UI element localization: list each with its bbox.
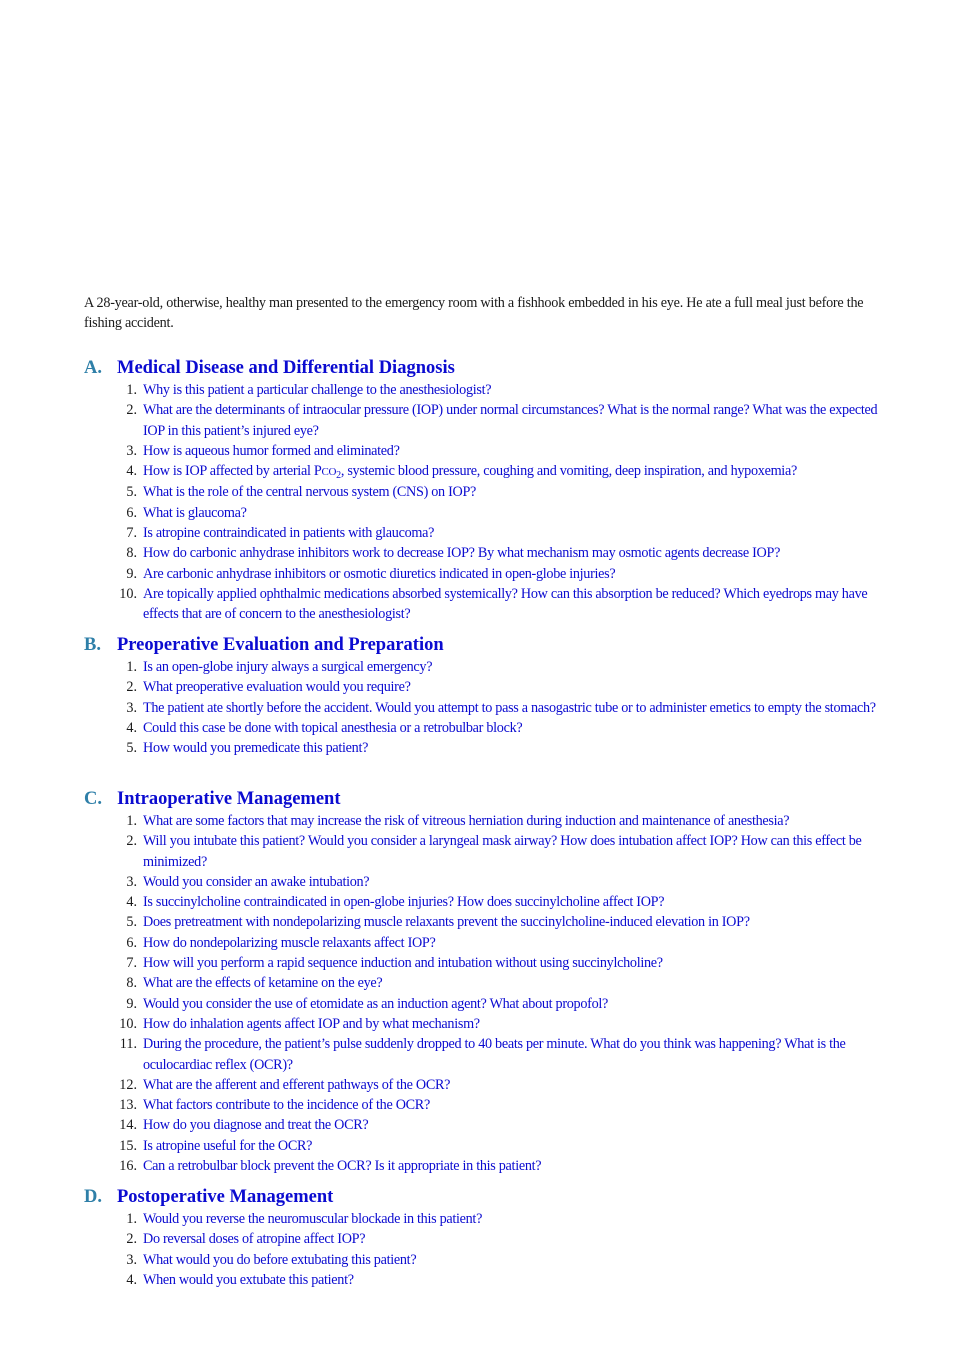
question-text: Will you intubate this patient? Would you consider a laryngeal mask airway? How does intubation affect IOP? How can this effect be minimized?: [143, 833, 862, 870]
question-text: How will you perform a rapid sequence induction and intubation without using succinylcholine?: [143, 955, 663, 972]
question-text: Would you consider an awake intubation?: [143, 873, 370, 890]
section-title: Medical Disease and Differential Diagnosis: [117, 358, 455, 378]
question-number: 2.: [126, 402, 137, 419]
question-item: [84, 543, 898, 563]
question-item: [84, 912, 898, 932]
question-number: 4.: [126, 1271, 137, 1288]
question-text: What factors contribute to the incidence of the OCR?: [143, 1097, 430, 1114]
question-item: [84, 400, 898, 441]
question-list: [84, 1209, 914, 1290]
question-number: 4.: [126, 894, 137, 911]
question-number: 8.: [126, 975, 137, 992]
question-item: [84, 1115, 898, 1135]
question-item: [84, 1270, 898, 1290]
question-number: 3.: [126, 442, 137, 459]
question-item: [84, 482, 898, 502]
question-text: What are some factors that may increase the risk of vitreous herniation during induction and maintenance of anesthesia?: [143, 813, 790, 829]
question-number: 9.: [126, 995, 137, 1012]
section-letter: C.: [84, 789, 102, 809]
question-number: 4.: [126, 463, 137, 480]
question-number: 1.: [126, 382, 137, 398]
question-list: [84, 657, 914, 758]
section-letter: B.: [84, 635, 101, 655]
question-number: 1.: [126, 1211, 137, 1227]
question-item: [84, 933, 898, 953]
question-item: [84, 1075, 898, 1095]
question-text: Could this case be done with topical anesthesia or a retrobulbar block?: [143, 719, 523, 736]
question-text: Why is this patient a particular challenge to the anesthesiologist?: [143, 382, 492, 398]
question-item: [84, 461, 898, 482]
question-number: 6.: [126, 504, 137, 521]
question-text: What is glaucoma?: [143, 504, 247, 521]
question-item: [84, 657, 898, 677]
question-item: [84, 677, 898, 697]
question-item: [84, 872, 898, 892]
question-text: How do nondepolarizing muscle relaxants affect IOP?: [143, 934, 436, 951]
question-text: How is aqueous humor formed and eliminated?: [143, 442, 400, 459]
question-text: Are topically applied ophthalmic medications absorbed systemically? How can this absorption be reduced? Which eyedrops may have effects that are of concern to the anesthesiologist?: [143, 585, 868, 623]
question-number: 4.: [126, 719, 137, 736]
question-text: Does pretreatment with nondepolarizing muscle relaxants prevent the succinylcholine-induced elevation in IOP?: [143, 914, 750, 931]
section-title: Intraoperative Management: [117, 789, 341, 809]
question-number: 10.: [119, 585, 137, 602]
question-text: Would you reverse the neuromuscular blockade in this patient?: [143, 1211, 483, 1227]
question-item: [84, 441, 898, 461]
question-item: [84, 718, 898, 738]
question-number: 5.: [126, 740, 137, 757]
question-number: 10.: [119, 1015, 137, 1032]
question-item: [84, 892, 898, 912]
question-text-part: , systemic blood pressure, coughing and vomiting, deep inspiration, and hypoxemia?: [340, 463, 797, 480]
question-text: Is atropine useful for the OCR?: [143, 1137, 313, 1154]
question-text: During the procedure, the patient’s pulse suddenly dropped to 40 beats per minute. What do you think was happening? What is the oculocardiac reflex (OCR)?: [143, 1036, 846, 1073]
section-letter: D.: [84, 1187, 102, 1207]
question-item: [84, 973, 898, 993]
question-list: [84, 380, 914, 625]
section-medical-disease: [84, 356, 914, 625]
question-text: Is an open-globe injury always a surgical emergency?: [143, 659, 433, 675]
section-intraoperative: [84, 787, 914, 1176]
question-item: [84, 584, 898, 625]
question-text: Can a retrobulbar block prevent the OCR? Is it appropriate in this patient?: [143, 1158, 542, 1175]
question-number: 14.: [119, 1117, 137, 1134]
section-preoperative: [84, 633, 914, 758]
question-item: [84, 831, 898, 872]
question-item: [84, 953, 898, 973]
question-text: What preoperative evaluation would you require?: [143, 679, 411, 696]
question-item: [84, 1209, 898, 1229]
question-number: 3.: [126, 699, 137, 716]
question-text: Is succinylcholine contraindicated in open-globe injuries? How does succinylcholine affect IOP?: [143, 894, 665, 911]
question-text: Do reversal doses of atropine affect IOP?: [143, 1231, 366, 1248]
question-text: Would you consider the use of etomidate as an induction agent? What about propofol?: [143, 995, 608, 1012]
question-item: [84, 1095, 898, 1115]
question-list: [84, 811, 914, 1176]
question-number: 13.: [119, 1097, 137, 1114]
question-number: 5.: [126, 914, 137, 931]
question-number: 8.: [126, 545, 137, 562]
question-item: [84, 1156, 898, 1176]
question-text: The patient ate shortly before the accident. Would you attempt to pass a nasogastric tube or to administer emetics to empty the stomach?: [143, 699, 876, 716]
question-text: How do inhalation agents affect IOP and by what mechanism?: [143, 1015, 480, 1032]
question-text: Is atropine contraindicated in patients with glaucoma?: [143, 525, 435, 542]
section-heading: [84, 633, 914, 657]
section-title: Postoperative Management: [117, 1187, 334, 1207]
question-text: How do carbonic anhydrase inhibitors work to decrease IOP? By what mechanism may osmotic agents decrease IOP?: [143, 545, 781, 562]
question-number: 12.: [119, 1076, 137, 1093]
question-item: [84, 503, 898, 523]
pco2-small-caps: CO: [321, 466, 337, 479]
section-heading: [84, 1185, 914, 1209]
question-number: 2.: [126, 1231, 137, 1248]
question-number: 6.: [126, 934, 137, 951]
question-text: How would you premedicate this patient?: [143, 740, 369, 757]
question-item: [84, 523, 898, 543]
section-postoperative: [84, 1185, 914, 1290]
section-title: Preoperative Evaluation and Preparation: [117, 635, 444, 655]
question-number: 9.: [126, 565, 137, 582]
question-text: What are the afferent and efferent pathways of the OCR?: [143, 1076, 451, 1093]
question-number: 16.: [119, 1158, 137, 1175]
section-heading: [84, 356, 914, 380]
question-item: [84, 738, 898, 758]
question-number: 11.: [119, 1036, 137, 1053]
question-number: 1.: [126, 813, 137, 829]
question-number: 1.: [126, 659, 137, 675]
question-item: [84, 1229, 898, 1249]
question-text: What are the effects of ketamine on the eye?: [143, 975, 383, 992]
question-text: What are the determinants of intraocular pressure (IOP) under normal circumstances? What is the normal range? What was the expected IOP in this patient’s injured eye?: [143, 402, 878, 439]
question-item: [84, 1014, 898, 1034]
question-number: 2.: [126, 679, 137, 696]
question-text-part: How is IOP affected by arterial P: [143, 463, 322, 480]
question-number: 15.: [119, 1137, 137, 1154]
question-number: 7.: [126, 955, 137, 972]
question-item: [84, 994, 898, 1014]
question-number: 3.: [126, 1251, 137, 1268]
question-number: 2.: [126, 833, 137, 850]
subscript: 2: [336, 470, 341, 482]
question-text: Are carbonic anhydrase inhibitors or osmotic diuretics indicated in open-globe injuries?: [143, 565, 616, 582]
question-item: [84, 1250, 898, 1270]
question-item: [84, 380, 898, 400]
question-number: 3.: [126, 873, 137, 890]
question-text: What is the role of the central nervous system (CNS) on IOP?: [143, 484, 477, 501]
case-intro: A 28-year-old, otherwise, healthy man presented to the emergency room with a fishhook embedded in his eye. He ate a full meal just before the fishing accident.: [84, 295, 864, 332]
question-item: [84, 698, 898, 718]
question-number: 7.: [126, 525, 137, 542]
question-text: What would you do before extubating this patient?: [143, 1251, 417, 1268]
question-item: [84, 564, 898, 584]
question-item: [84, 1034, 898, 1075]
question-text: When would you extubate this patient?: [143, 1271, 354, 1288]
question-item: [84, 811, 898, 831]
question-text: How do you diagnose and treat the OCR?: [143, 1117, 369, 1134]
question-text: [143, 461, 898, 482]
question-item: [84, 1136, 898, 1156]
question-number: 5.: [126, 484, 137, 501]
section-heading: [84, 787, 914, 811]
section-letter: A.: [84, 358, 102, 378]
